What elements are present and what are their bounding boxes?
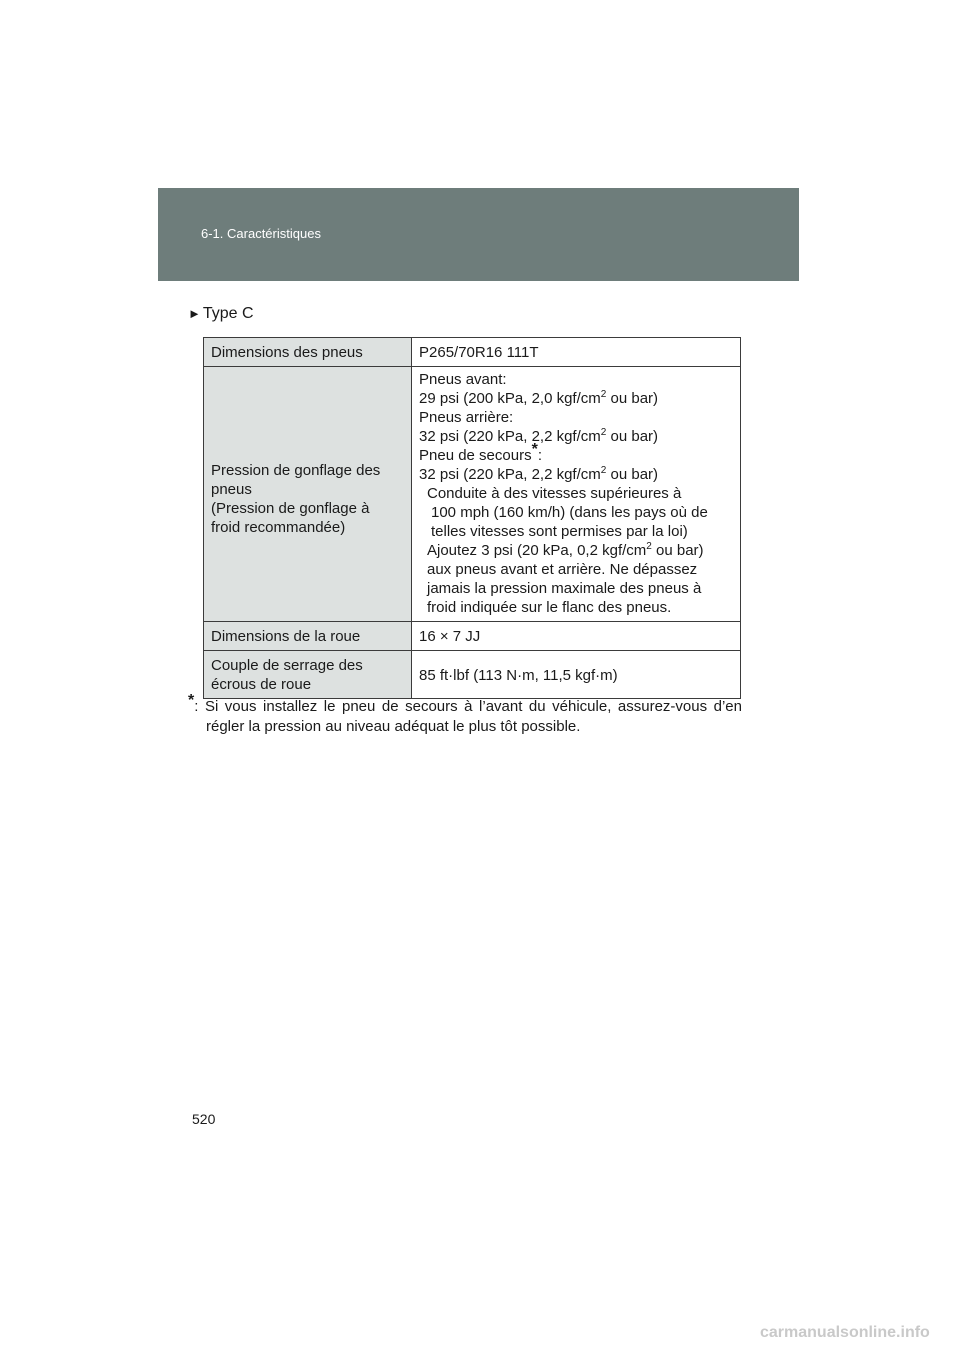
- type-heading-text: Type C: [202, 305, 254, 322]
- note-line: froid indiquée sur le flanc des pneus.: [427, 599, 672, 616]
- row-label: [204, 367, 412, 622]
- note-line: 100 mph (160 km/h) (dans les pays où de: [431, 504, 708, 521]
- row-label: [204, 651, 412, 699]
- front-pressure: [419, 389, 733, 408]
- row-value: 16 × 7 JJ: [412, 622, 741, 651]
- front-pressure-text: 29 psi (200 kPa, 2,0 kgf/cm: [419, 390, 601, 407]
- spare-pressure-text: 32 psi (220 kPa, 2,2 kgf/cm: [419, 466, 601, 483]
- table-row: [204, 651, 741, 699]
- note-line: telles vitesses sont permises par la loi): [431, 523, 688, 540]
- section-label: 6-1. Caractéristiques: [201, 226, 321, 241]
- superscript: 2: [600, 389, 607, 400]
- spec-table: [203, 337, 741, 699]
- note-line: jamais la pression maximale des pneus à: [427, 580, 702, 597]
- table-row: [204, 338, 741, 367]
- spare-colon: :: [537, 447, 542, 464]
- label-line: (Pression de gonflage à: [211, 500, 370, 517]
- table-row: [204, 622, 741, 651]
- spare-label-text: Pneu de secours: [419, 447, 532, 464]
- note-pressure-text: Ajoutez 3 psi (20 kPa, 0,2 kgf/cm: [427, 542, 647, 559]
- note-line: [419, 541, 733, 560]
- row-value: P265/70R16 111T: [412, 338, 741, 367]
- row-label: Dimensions de la roue: [204, 622, 412, 651]
- footnote-marker: *: [188, 692, 195, 709]
- header-band: [158, 188, 799, 281]
- rear-pressure-unit: ou bar): [606, 428, 659, 445]
- spare-label: [419, 441, 733, 465]
- pressure-value: [412, 367, 741, 622]
- triangle-bullet-icon: ►: [188, 306, 201, 321]
- label-line: froid recommandée): [211, 519, 346, 536]
- superscript: 2: [600, 465, 607, 476]
- rear-pressure: [419, 427, 733, 446]
- note-pressure-unit: ou bar): [651, 542, 704, 559]
- spare-pressure-unit: ou bar): [606, 466, 659, 483]
- superscript: 2: [646, 541, 652, 552]
- superscript: 2: [600, 427, 607, 438]
- front-pressure-unit: ou bar): [606, 390, 659, 407]
- page-number: 520: [192, 1111, 216, 1127]
- type-heading: [188, 305, 254, 323]
- rear-pressure-text: 32 psi (220 kPa, 2,2 kgf/cm: [419, 428, 601, 445]
- front-label: Pneus avant:: [419, 371, 507, 388]
- rear-label: Pneus arrière:: [419, 409, 514, 426]
- label-line: pneus: [211, 481, 252, 498]
- table-row: [204, 367, 741, 622]
- label-line: écrous de roue: [211, 676, 312, 693]
- footnote: [188, 692, 742, 737]
- watermark: carmanualsonline.info: [760, 1324, 930, 1341]
- note-line: aux pneus avant et arrière. Ne dépassez: [427, 561, 698, 578]
- row-label: Dimensions des pneus: [204, 338, 412, 367]
- row-value: 85 ft·lbf (113 N·m, 11,5 kgf·m): [412, 651, 741, 699]
- label-line: Pression de gonflage des: [211, 462, 381, 479]
- spare-pressure: [419, 465, 733, 484]
- note-line: Conduite à des vitesses supérieures à: [427, 485, 682, 502]
- footnote-text: [188, 692, 742, 737]
- footnote-body: : Si vous installez le pneu de secours à l’avant du véhicule, assurez-vous d’en régler la pression au niveau adéquat le plus tôt possible.: [194, 698, 742, 735]
- label-line: Couple de serrage des: [211, 657, 363, 674]
- asterisk-mark: *: [531, 441, 538, 458]
